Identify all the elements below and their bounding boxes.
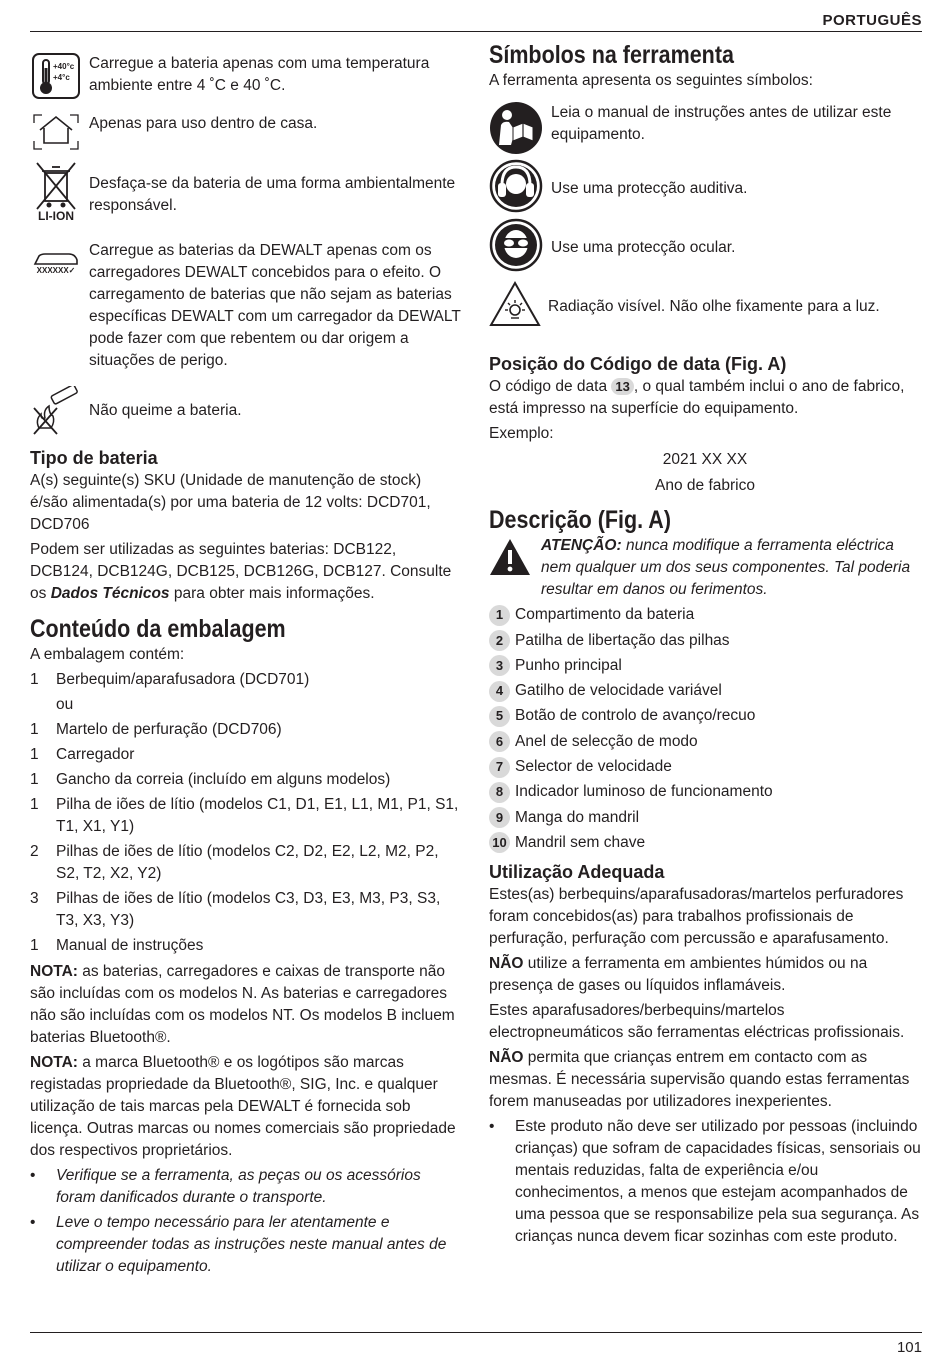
warning-text: ATENÇÃO: nunca modifique a ferramenta eléctrica nem qualquer um dos seus componentes. Tal poderia resultar em danos ou ferimentos. <box>541 537 911 598</box>
package-item <box>30 744 462 766</box>
part-label: Botão de controlo de avanço/recuo <box>515 707 756 725</box>
temperature-text: Carregue a bateria apenas com uma temperatura ambiente entre 4 ˚C e 40 ˚C. <box>89 55 430 94</box>
package-item-qty: 1 <box>30 937 39 954</box>
package-item <box>30 669 462 691</box>
header-rule <box>30 31 922 32</box>
icon-row-charger <box>30 242 462 372</box>
icon-row-disposal <box>30 161 462 235</box>
symbol-radiation-text: Radiação visível. Não olhe fixamente para a luz. <box>548 298 880 315</box>
package-item-qty: 3 <box>30 890 39 907</box>
part-item <box>489 807 921 829</box>
part-item <box>489 680 921 702</box>
right-column <box>489 40 921 1248</box>
part-item <box>489 630 921 652</box>
package-item-qty <box>30 694 56 716</box>
parts-list <box>489 604 921 854</box>
temp-low-label: +4°c <box>53 73 70 82</box>
part-number-badge: 2 <box>489 630 510 651</box>
charger-text: Carregue as baterias da DEWALT apenas com os carregadores DEWALT concebidos para o efeito. O carregamento de baterias que não sejam as baterias específicas DEWALT com um carregador da DEWALT pode fazer com que rebentem ou dar origem a situações de perigo. <box>89 242 461 369</box>
package-item-qty: 1 <box>30 771 39 788</box>
package-item-qty: 2 <box>30 843 39 860</box>
package-item <box>30 935 462 957</box>
read-manual-icon <box>489 101 543 162</box>
part-label: Punho principal <box>515 656 622 674</box>
part-number-badge: 7 <box>489 757 510 778</box>
package-bullets <box>30 1165 462 1278</box>
bullet-item: • Leve o tempo necessário para ler atentamente e compreender todas as instruções neste manual antes de utilizar o equipamento. <box>30 1214 447 1275</box>
visible-radiation-icon <box>489 280 541 335</box>
package-item <box>30 769 462 791</box>
part-number-badge: 4 <box>489 681 510 702</box>
intended-use-p4: NÃO permita que crianças entrem em contacto com as mesmas. É necessária supervisão quando estas ferramentas forem manuseadas por utilizadores inexperientes. <box>489 1048 910 1110</box>
part-label: Mandril sem chave <box>515 833 646 851</box>
tech-data-ref: Dados Técnicos <box>50 585 170 602</box>
package-item <box>30 888 462 932</box>
package-item-text: Pilhas de iões de lítio (modelos C3, D3, E3, M3, P3, S3, T3, X3, Y3) <box>56 890 441 929</box>
bullet-item: • Este produto não deve ser utilizado por pessoas (incluindo crianças) que sofram de capacidades físicas, sensoriais ou mentais reduzidas, falta de experiência e/ou conhecimentos, a menos que estejam acompanhados de uma pessoa que se responsabilize pela sua segurança. As crianças nunca devem ficar sozinhas com este produto. <box>489 1117 921 1245</box>
package-item <box>30 694 462 716</box>
bullet-item: • Verifique se a ferramenta, as peças ou os acessórios foram danificados durante o transporte. <box>30 1167 421 1206</box>
package-item-text: Gancho da correia (incluído em alguns modelos) <box>56 771 391 788</box>
part-number-badge: 5 <box>489 706 510 727</box>
part-item <box>489 731 921 753</box>
description-heading: Descrição (Fig. A) <box>489 506 671 534</box>
part-item <box>489 781 921 803</box>
icon-row-indoor <box>30 113 462 161</box>
li-ion-label: LI-ION <box>38 209 74 223</box>
language-header: PORTUGUÊS <box>822 12 922 29</box>
part-label: Patilha de libertação das pilhas <box>515 631 730 649</box>
temp-high-label: +40°c <box>53 62 75 71</box>
package-item <box>30 719 462 741</box>
ear-protection-icon <box>489 159 543 220</box>
date-code-heading: Posição do Código de data (Fig. A) <box>489 354 787 374</box>
part-item <box>489 705 921 727</box>
no-fire-battery-icon <box>30 386 82 436</box>
intended-use-heading: Utilização Adequada <box>489 861 665 882</box>
example-caption: Ano de fabrico <box>655 477 755 494</box>
package-intro: A embalagem contém: <box>30 646 185 663</box>
package-item <box>30 794 462 838</box>
intended-use-bullets <box>489 1116 921 1248</box>
thermometer-icon <box>30 52 82 100</box>
package-item <box>30 841 462 885</box>
intended-use-p1: Estes(as) berbequins/aparafusadoras/martelos perfuradores foram concebidos(as) para trabalhos profissionais de perfuração, perfuração com percussão e aparafusamento. <box>489 885 904 947</box>
part-label: Gatilho de velocidade variável <box>515 682 722 700</box>
indoor-text: Apenas para uso dentro de casa. <box>89 115 318 132</box>
package-item-text: Martelo de perfuração (DCD706) <box>56 721 282 738</box>
battery-type-p1: A(s) seguinte(s) SKU (Unidade de manutenção de stock) é/são alimentada(s) por uma bateria de 12 volts: DCD701, DCD706 <box>30 472 431 533</box>
warning-icon <box>489 538 533 583</box>
package-item-qty: 1 <box>30 721 39 738</box>
package-item-text: Manual de instruções <box>56 937 204 954</box>
part-number-badge: 10 <box>489 832 510 853</box>
part-number-badge: 1 <box>489 605 510 626</box>
part-label: Compartimento da bateria <box>515 606 695 624</box>
package-item-text: Berbequim/aparafusadora (DCD701) <box>56 671 310 688</box>
part-number-badge: 3 <box>489 655 510 676</box>
house-icon <box>30 113 82 151</box>
part-number-badge: 9 <box>489 807 510 828</box>
note-2: NOTA: a marca Bluetooth® e os logótipos são marcas registadas propriedade da Bluetooth®, SIG, Inc. e qualquer utilização de tais marcas pela DEWALT é fornecida sob licença. Outras marcas ou nomes comerciais são propriedade dos respectivos proprietários. <box>30 1054 456 1159</box>
part-item <box>489 756 921 778</box>
battery-type-p2: Podem ser utilizadas as seguintes baterias: DCB122, DCB124, DCB124G, DCB125, DCB126G, DCB127. Consulte os Dados Técnicos para obter mais informações. <box>30 541 452 602</box>
warning-block <box>489 535 921 601</box>
example-label: Exemplo: <box>489 425 554 442</box>
no-fire-text: Não queime a bateria. <box>89 402 242 419</box>
symbol-row-ear <box>489 161 921 217</box>
charger-code-label: XXXXXX✓ <box>36 266 76 275</box>
package-item-text: Pilha de iões de lítio (modelos C1, D1, E1, L1, M1, P1, S1, T1, X1, Y1) <box>56 796 459 835</box>
symbol-ear-text: Use uma protecção auditiva. <box>551 180 748 197</box>
part-number-badge: 6 <box>489 731 510 752</box>
crossed-bin-icon <box>30 161 82 223</box>
package-item-text: Pilhas de iões de lítio (modelos C2, D2, E2, L2, M2, P2, S2, T2, X2, Y2) <box>56 843 439 882</box>
footer-rule <box>30 1332 922 1333</box>
part-label: Indicador luminoso de funcionamento <box>515 783 773 801</box>
package-list <box>30 669 462 957</box>
symbol-row-eye <box>489 220 921 276</box>
symbol-manual-text: Leia o manual de instruções antes de utilizar este equipamento. <box>551 104 892 143</box>
part-number-badge: 8 <box>489 782 510 803</box>
package-item-text: ou <box>56 696 74 713</box>
package-item-qty: 1 <box>30 796 39 813</box>
battery-type-heading: Tipo de bateria <box>30 448 158 468</box>
symbol-row-manual <box>489 101 921 157</box>
ref-13-badge: 13 <box>611 378 633 395</box>
intended-use-p3: Estes aparafusadores/berbequins/martelos electropneumáticos são ferramentas eléctricas profissionais. <box>489 1001 905 1041</box>
symbols-intro: A ferramenta apresenta os seguintes símbolos: <box>489 72 813 89</box>
package-item-qty: 1 <box>30 746 39 763</box>
icon-row-no-fire <box>30 386 462 440</box>
icon-row-temperature <box>30 52 462 104</box>
package-item-qty: 1 <box>30 671 39 688</box>
symbol-row-radiation <box>489 279 921 335</box>
part-label: Selector de velocidade <box>515 758 672 776</box>
part-item <box>489 604 921 626</box>
part-item <box>489 832 921 854</box>
intended-use-p2: NÃO utilize a ferramenta em ambientes húmidos ou na presença de gases ou líquidos inflamáveis. <box>489 954 868 994</box>
package-heading: Conteúdo da embalagem <box>30 615 286 643</box>
charger-icon <box>30 252 82 276</box>
page-number: 101 <box>896 1339 922 1356</box>
symbol-eye-text: Use uma protecção ocular. <box>551 239 736 256</box>
date-code-text: O código de data 13 , o qual também inclui o ano de fabrico, está impresso na superfície do equipamento. <box>489 378 905 417</box>
package-item-text: Carregador <box>56 746 135 763</box>
example-code: 2021 XX XX <box>662 451 748 468</box>
disposal-text: Desfaça-se da bateria de uma forma ambientalmente responsável. <box>89 175 456 214</box>
part-label: Manga do mandril <box>515 808 640 826</box>
left-column <box>30 52 462 1278</box>
part-item <box>489 655 921 677</box>
part-label: Anel de selecção de modo <box>515 732 698 750</box>
eye-protection-icon <box>489 218 543 279</box>
symbols-heading: Símbolos na ferramenta <box>489 41 734 69</box>
note-1: NOTA: as baterias, carregadores e caixas de transporte não são incluídas com os modelos N. As baterias e carregadores não são incluídas com os modelos NT. Os modelos B incluem baterias Bluetooth®. <box>30 963 455 1046</box>
